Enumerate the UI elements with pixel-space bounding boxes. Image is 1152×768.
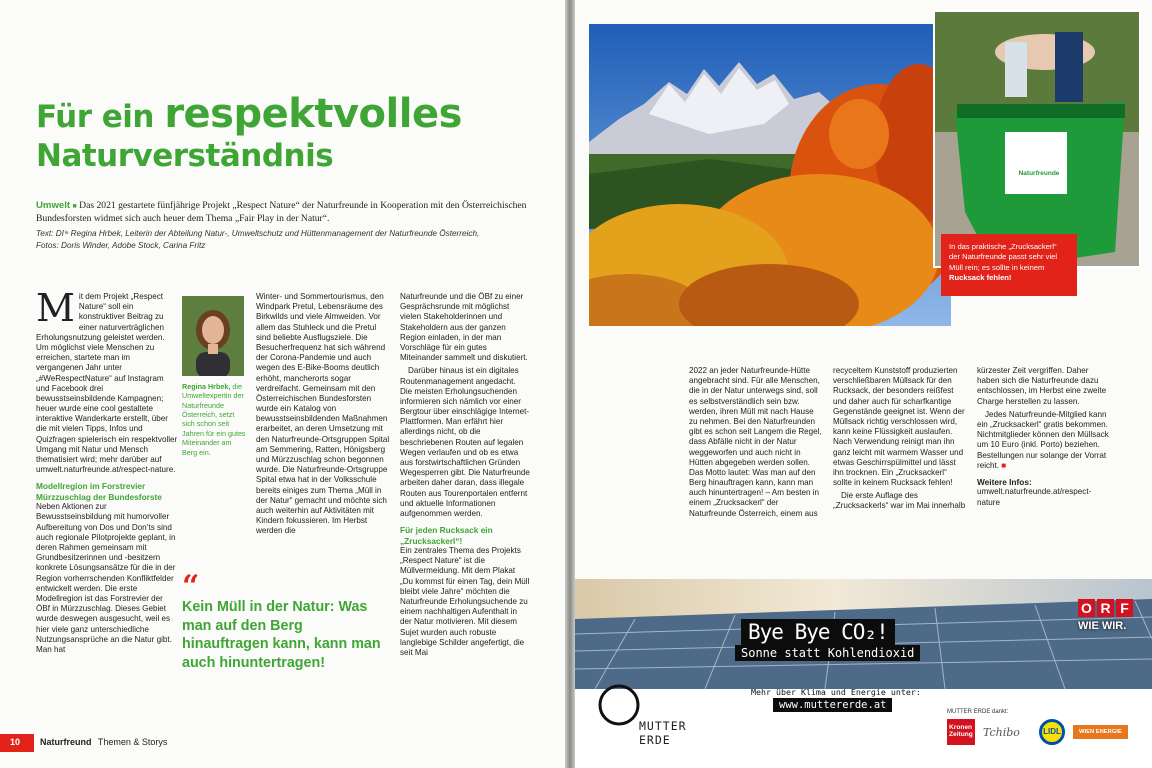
column-1 — [36, 286, 178, 658]
section-name: Themen & Storys — [97, 737, 168, 747]
rcol2-paragraph-1: recyceltem Kunststoff produzierten verschließbaren Müllsack für den Rucksack, der besonders reißfest und daher auch für scharfkantige Gegenstände geeignet ist. Wenn der Müllsack richtig verschlossen wird, kann keine Flüssigkeit auslaufen. Nach Verwendung reinigt man ihn ganz leicht mit warmem Wasser und etwas Geschirrspülmittel und lässt ihn trocknen. Ein „Zrucksackerl“ sollte in keinem Rucksack fehlen! — [833, 366, 965, 488]
brand-line-2: ERDE — [639, 733, 671, 748]
col3-paragraph-3: Ein zentrales Thema des Projekts „Respect Nature“ ist die Müllvermeidung. Mit dem Plakat „Du kommst für einen Tag, dein Müll bleibt viele Jahre“ möchten die Naturfreunde Erholungsuchende zu einem nachhaltigen Aufenthalt in der Natur motivieren. Mit diesem Sujet wurden auch robuste langlebige Schilder angefertigt, die seit Mai — [400, 546, 530, 657]
dropcap: M — [36, 286, 75, 330]
orf-logo — [1078, 599, 1135, 632]
ad-info-text: Mehr über Klima und Energie unter: — [751, 687, 921, 697]
ad-subline: Sonne statt Kohlendioxid — [735, 645, 920, 661]
col1-paragraph-2: Neben Aktionen zur Bewusstseinsbildung mit humorvoller Aufbereitung von Dos und Don’ts sind auch regionale Pilotprojekte geplant, in deren Rahmen gemeinsam mit Grundbesitzerinnen und -besitzern konkrete Lösungsansätze für die in der Region vorherrschenden Konfliktfelder entwickelt werden. Die erste Modellregion ist das Forstrevier der ÖBf in Mürzzuschlag. Dieses Gebiet wurde deswegen ausgesucht, weil es hier viele ganz unterschiedliche Nutzungsansprüche an die Natur gibt. Man hat — [36, 502, 176, 654]
kicker: Umwelt — [36, 200, 71, 211]
title-prefix: Für ein — [36, 99, 155, 135]
author-description: die Umweltexpertin der Naturfreunde Österreich, setzt sich schon seit Jahren für ein gutes Miteinander am Berg ein. — [182, 382, 246, 457]
col2-paragraph-1: Winter- und Sommertourismus, den Windpark Pretul, Lebensräume des Birkwilds und viele Almweiden. Vor allem das Stuhleck und die Pretul sind beliebte Ausflugsziele. Die Besucherfrequenz hat sich während der Corona-Pandemie und auch wegen des E-Bike-Booms deutlich erhöht, mancherorts sogar verdreifacht. Gemeinsam mit den Österreichischen Bundesforsten wurde ein Katalog von bewusstseinsbildenden Maßnahmen erarbeitet, an deren Umsetzung mit den Naturfreunde-Ortsgruppen Spital am Semmering, Ratten, Hönigsberg und Mürzzuschlag schon begonnen wurde. Die Naturfreunde-Ortsgruppe Spital etwa hat in der Volksschule bereits einiges zum Thema „Müll in der Natur“ gemacht und möchte sich auch weiterhin auf Aktivitäten mit Kindern fokussieren. Im Herbst werden die — [256, 292, 390, 536]
right-column-1 — [689, 366, 823, 522]
mutter-erde-brand — [639, 719, 687, 748]
lidl-logo: LIDL — [1039, 719, 1065, 745]
page-footer — [40, 737, 167, 747]
pullquote: Kein Müll in der Natur: Was man auf den Berg hinauftragen kann, kann man auch hinuntertragen! — [182, 599, 381, 671]
col3-paragraph-2: Darüber hinaus ist ein digitales Routenmanagement angedacht. Die meisten Erholungsuchenden informieren sich nämlich vor einer Bergtour über einschlägige Internet-Plattformen. Man erfährt hier allerdings nicht, ob die beschriebenen Routen auf legalen Wegen verlaufen und ob es etwa aus forstwirtschaftlichen Gründen Wegesperren gibt. Die Naturfreunde arbeiten daher daran, dass illegale Routen aus Tourenportalen entfernt und aktuelle Informationen aufgenommen werden. — [400, 366, 530, 518]
rcol3-paragraph-2-wrap — [977, 410, 1111, 471]
right-column-2 — [833, 366, 967, 515]
more-info-label: Weitere Infos: — [977, 476, 1032, 487]
orf-slogan: WIE WIR. — [1078, 620, 1127, 632]
orf-letter: O — [1078, 599, 1095, 617]
credit-text: Text: DIⁱⁿ Regina Hrbek, Leiterin der Abteilung Natur-, Umweltschutz und Hüttenmanagement der Naturfreunde Österreich, — [36, 229, 480, 238]
sponsor-thanks: MUTTER ERDE dankt: — [947, 709, 1009, 715]
article-lead — [36, 200, 536, 226]
credit-photos: Fotos: Doris Winder, Adobe Stock, Carina Fritz — [36, 240, 206, 250]
author-name: Regina Hrbek, — [182, 382, 231, 391]
column-2 — [256, 292, 390, 540]
page-gutter — [565, 0, 575, 768]
brand-line-1: MUTTER — [639, 719, 687, 733]
rcol3-paragraph-1: kürzester Zeit vergriffen. Daher haben sich die Naturfreunde dazu entschlossen, im Herbst eine zweite Charge herstellen zu lassen. — [977, 366, 1107, 406]
article-credits — [36, 228, 536, 252]
orf-letter: F — [1116, 599, 1133, 617]
page-number: 10 — [0, 734, 34, 752]
rcol1-paragraph: 2022 an jeder Naturfreunde-Hütte angebracht sind. Für alle Menschen, die in der Natur unterwegs sind, soll es selbstverständlich sein bzw. werden, ihren Müll mit nach Hause zu nehmen. Bei den Naturfreunden gibt es schon seit Langem die Regel, dass Abfälle nicht in der Natur weggeworfen und auch nicht in Hütten abgegeben werden sollen. Das Motto lautet: Was man auf den Berg hinauftragen kann, kann man auch hinuntertragen! – Am besten in einem „Zrucksackerl“ der Naturfreunde Österreich, einem aus — [689, 366, 822, 518]
more-info-link[interactable]: umwelt.naturfreunde.at/respect-nature — [977, 487, 1092, 507]
column-3 — [400, 292, 530, 661]
right-column-3 — [977, 366, 1111, 511]
advertisement — [575, 579, 1152, 768]
orf-letter: R — [1097, 599, 1114, 617]
col1-subheading: Modellregion im Forstrevier Mürzzuschlag der Bundesforste — [36, 481, 162, 502]
tchibo-logo: Tchibo — [983, 725, 1020, 739]
bag-label: Naturfreunde — [1018, 170, 1060, 177]
ad-url[interactable]: www.muttererde.at — [773, 698, 892, 712]
kronen-zeitung-logo: Kronen Zeitung — [947, 719, 975, 745]
left-page — [0, 0, 565, 768]
magazine-name: Naturfreund — [40, 737, 92, 747]
col3-subheading: Für jeden Rucksack ein „Zrucksackerl“! — [400, 525, 493, 546]
rcol2-paragraph-2: Die erste Auflage des „Zrucksackerls“ war im Mai innerhalb — [833, 491, 966, 511]
article-title — [36, 92, 536, 174]
sponsor-logos — [947, 719, 1128, 745]
lead-text: Das 2021 gestartete fünfjährige Projekt „Respect Nature“ der Naturfreunde in Kooperation mit den Österreichischen Bundesforsten widmet sich auch heuer dem Thema „Fair Play in der Natur“. — [36, 200, 527, 224]
end-mark: ■ — [1001, 460, 1007, 470]
photo-caption: In das praktische „Zrucksackerl“ der Naturfreunde passt sehr viel Müll rein; es sollte in keinem Rucksack fehlen! — [941, 234, 1077, 296]
author-caption — [182, 382, 248, 457]
col3-paragraph-1: Naturfreunde und die ÖBf zu einer Gesprächsrunde mit möglichst vielen Stakeholderinnen und Stakeholdern aus der ganzen Region einladen, in der man Vorschläge für ein gutes Miteinander sammelt und diskutiert. — [400, 292, 528, 363]
autumn-mountain-photo — [589, 24, 951, 326]
rcol3-paragraph-2: Jedes Naturfreunde-Mitglied kann ein „Zrucksackerl“ gratis bekommen. Nichtmitglieder können den Müllsack um 10 Euro (inkl. Porto) beziehen. Bestellungen nur solange der Vorrat reicht. — [977, 409, 1109, 470]
trash-bag-photo — [933, 10, 1141, 268]
ad-headline: Bye Bye CO₂! — [741, 619, 895, 645]
title-emphasis: respektvolles — [164, 91, 462, 137]
right-page — [575, 0, 1152, 768]
author-photo — [182, 296, 244, 376]
quote-mark-icon: “ — [182, 569, 200, 604]
kicker-square: ■ — [72, 202, 77, 210]
col1-paragraph-1: it dem Projekt „Respect Nature“ soll ein konstruktiver Beitrag zu einer naturverträglichen Erholungsnutzung geleistet werden. Um möglichst viele Menschen zu erreichen, startete man im vergangenen Jahr unter „#WeRespectNature“ auf Instagram und Facebook drei bewusstseinsbildende Kampagnen; heuer wurde eine cool gestaltete interaktive Wanderkarte erstellt, über die mit vielen Tipps, Infos und Quizfragen spielerisch ein respektvoller Umgang mit Natur und Mensch thematisiert wird; mehr darüber auf umwelt.naturfreunde.at/respect-nature. — [36, 292, 178, 475]
wien-energie-logo: WIEN ENERGIE — [1073, 725, 1128, 739]
title-line-2: Naturverständnis — [36, 137, 334, 174]
caption-bold: Rucksack fehlen! — [949, 272, 1012, 282]
